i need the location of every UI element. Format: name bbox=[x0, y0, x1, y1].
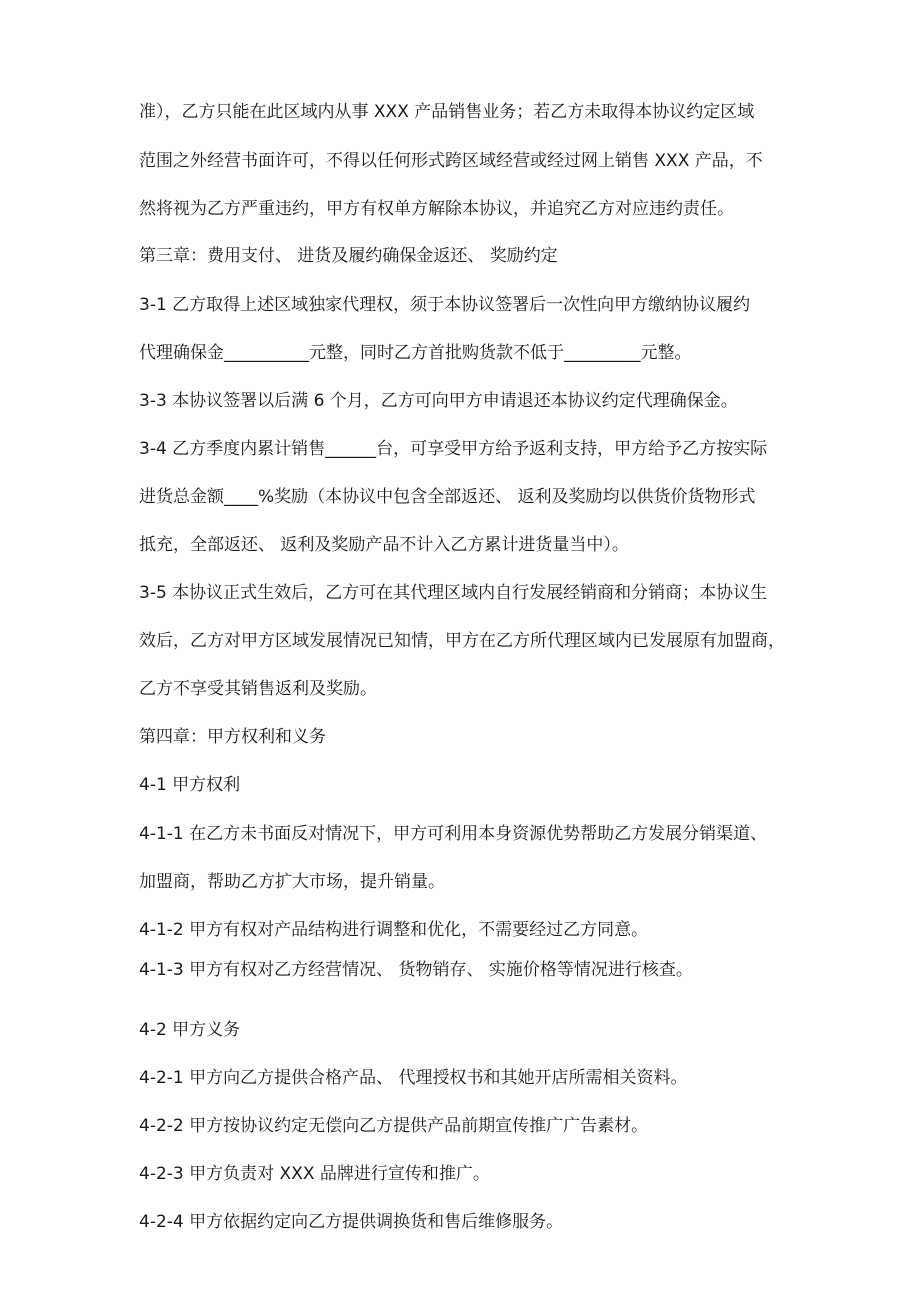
clause-line: 3-4 乙方季度内累计销售______台，可享受甲方给予返利支持，甲方给予乙方按实际 bbox=[139, 439, 768, 459]
text-line: 乙方不享受其销售返利及奖励。 bbox=[139, 679, 377, 699]
clause-line: 4-1-1 在乙方未书面反对情况下，甲方可利用本身资源优势帮助乙方发展分销渠道、 bbox=[139, 824, 768, 844]
clause-line: 4-2-4 甲方依据约定向乙方提供调换货和售后维修服务。 bbox=[139, 1212, 564, 1232]
clause-line: 3-3 本协议签署以后满 6 个月，乙方可向甲方申请退还本协议约定代理确保金。 bbox=[139, 391, 738, 411]
chapter-heading: 第三章：费用支付、 进货及履约确保金返还、 奖励约定 bbox=[139, 246, 558, 266]
clause-line: 3-1 乙方取得上述区域独家代理权，须于本协议签署后一次性向甲方缴纳协议履约 bbox=[139, 295, 751, 315]
text-line: 进货总金额____%奖励（本协议中包含全部返还、 返利及奖励均以供货价货物形式 bbox=[139, 487, 756, 507]
clause-line: 4-1-2 甲方有权对产品结构进行调整和优化，不需要经过乙方同意。 bbox=[139, 920, 649, 940]
clause-line: 4-2-1 甲方向乙方提供合格产品、 代理授权书和其她开店所需相关资料。 bbox=[139, 1068, 688, 1088]
chapter-heading: 第四章：甲方权利和义务 bbox=[139, 727, 326, 747]
text-line: 范围之外经营书面许可，不得以任何形式跨区域经营或经过网上销售 XXX 产品，不 bbox=[139, 151, 763, 171]
clause-line: 4-2-3 甲方负责对 XXX 品牌进行宣传和推广。 bbox=[139, 1164, 490, 1184]
text-line: 加盟商，帮助乙方扩大市场，提升销量。 bbox=[139, 872, 445, 892]
clause-line: 4-1-3 甲方有权对乙方经营情况、 货物销存、 实施价格等情况进行核查。 bbox=[139, 960, 693, 980]
text-line: 效后，乙方对甲方区域发展情况已知情，甲方在乙方所代理区域内已发展原有加盟商， bbox=[139, 631, 785, 651]
clause-line: 4-2-2 甲方按协议约定无偿向乙方提供产品前期宣传推广广告素材。 bbox=[139, 1116, 649, 1136]
clause-line: 3-5 本协议正式生效后，乙方可在其代理区域内自行发展经销商和分销商；本协议生 bbox=[139, 583, 768, 603]
text-line: 然将视为乙方严重违约，甲方有权单方解除本协议，并追究乙方对应违约责任。 bbox=[139, 199, 734, 219]
section-heading: 4-2 甲方义务 bbox=[139, 1020, 241, 1040]
text-line: 准），乙方只能在此区域内从事 XXX 产品销售业务；若乙方未取得本协议约定区域 bbox=[139, 102, 755, 122]
text-line: 代理确保金__________元整，同时乙方首批购货款不低于_________元整。 bbox=[139, 343, 692, 363]
section-heading: 4-1 甲方权利 bbox=[139, 775, 241, 795]
text-line: 抵充，全部返还、 返利及奖励产品不计入乙方累计进货量当中）。 bbox=[139, 535, 629, 555]
